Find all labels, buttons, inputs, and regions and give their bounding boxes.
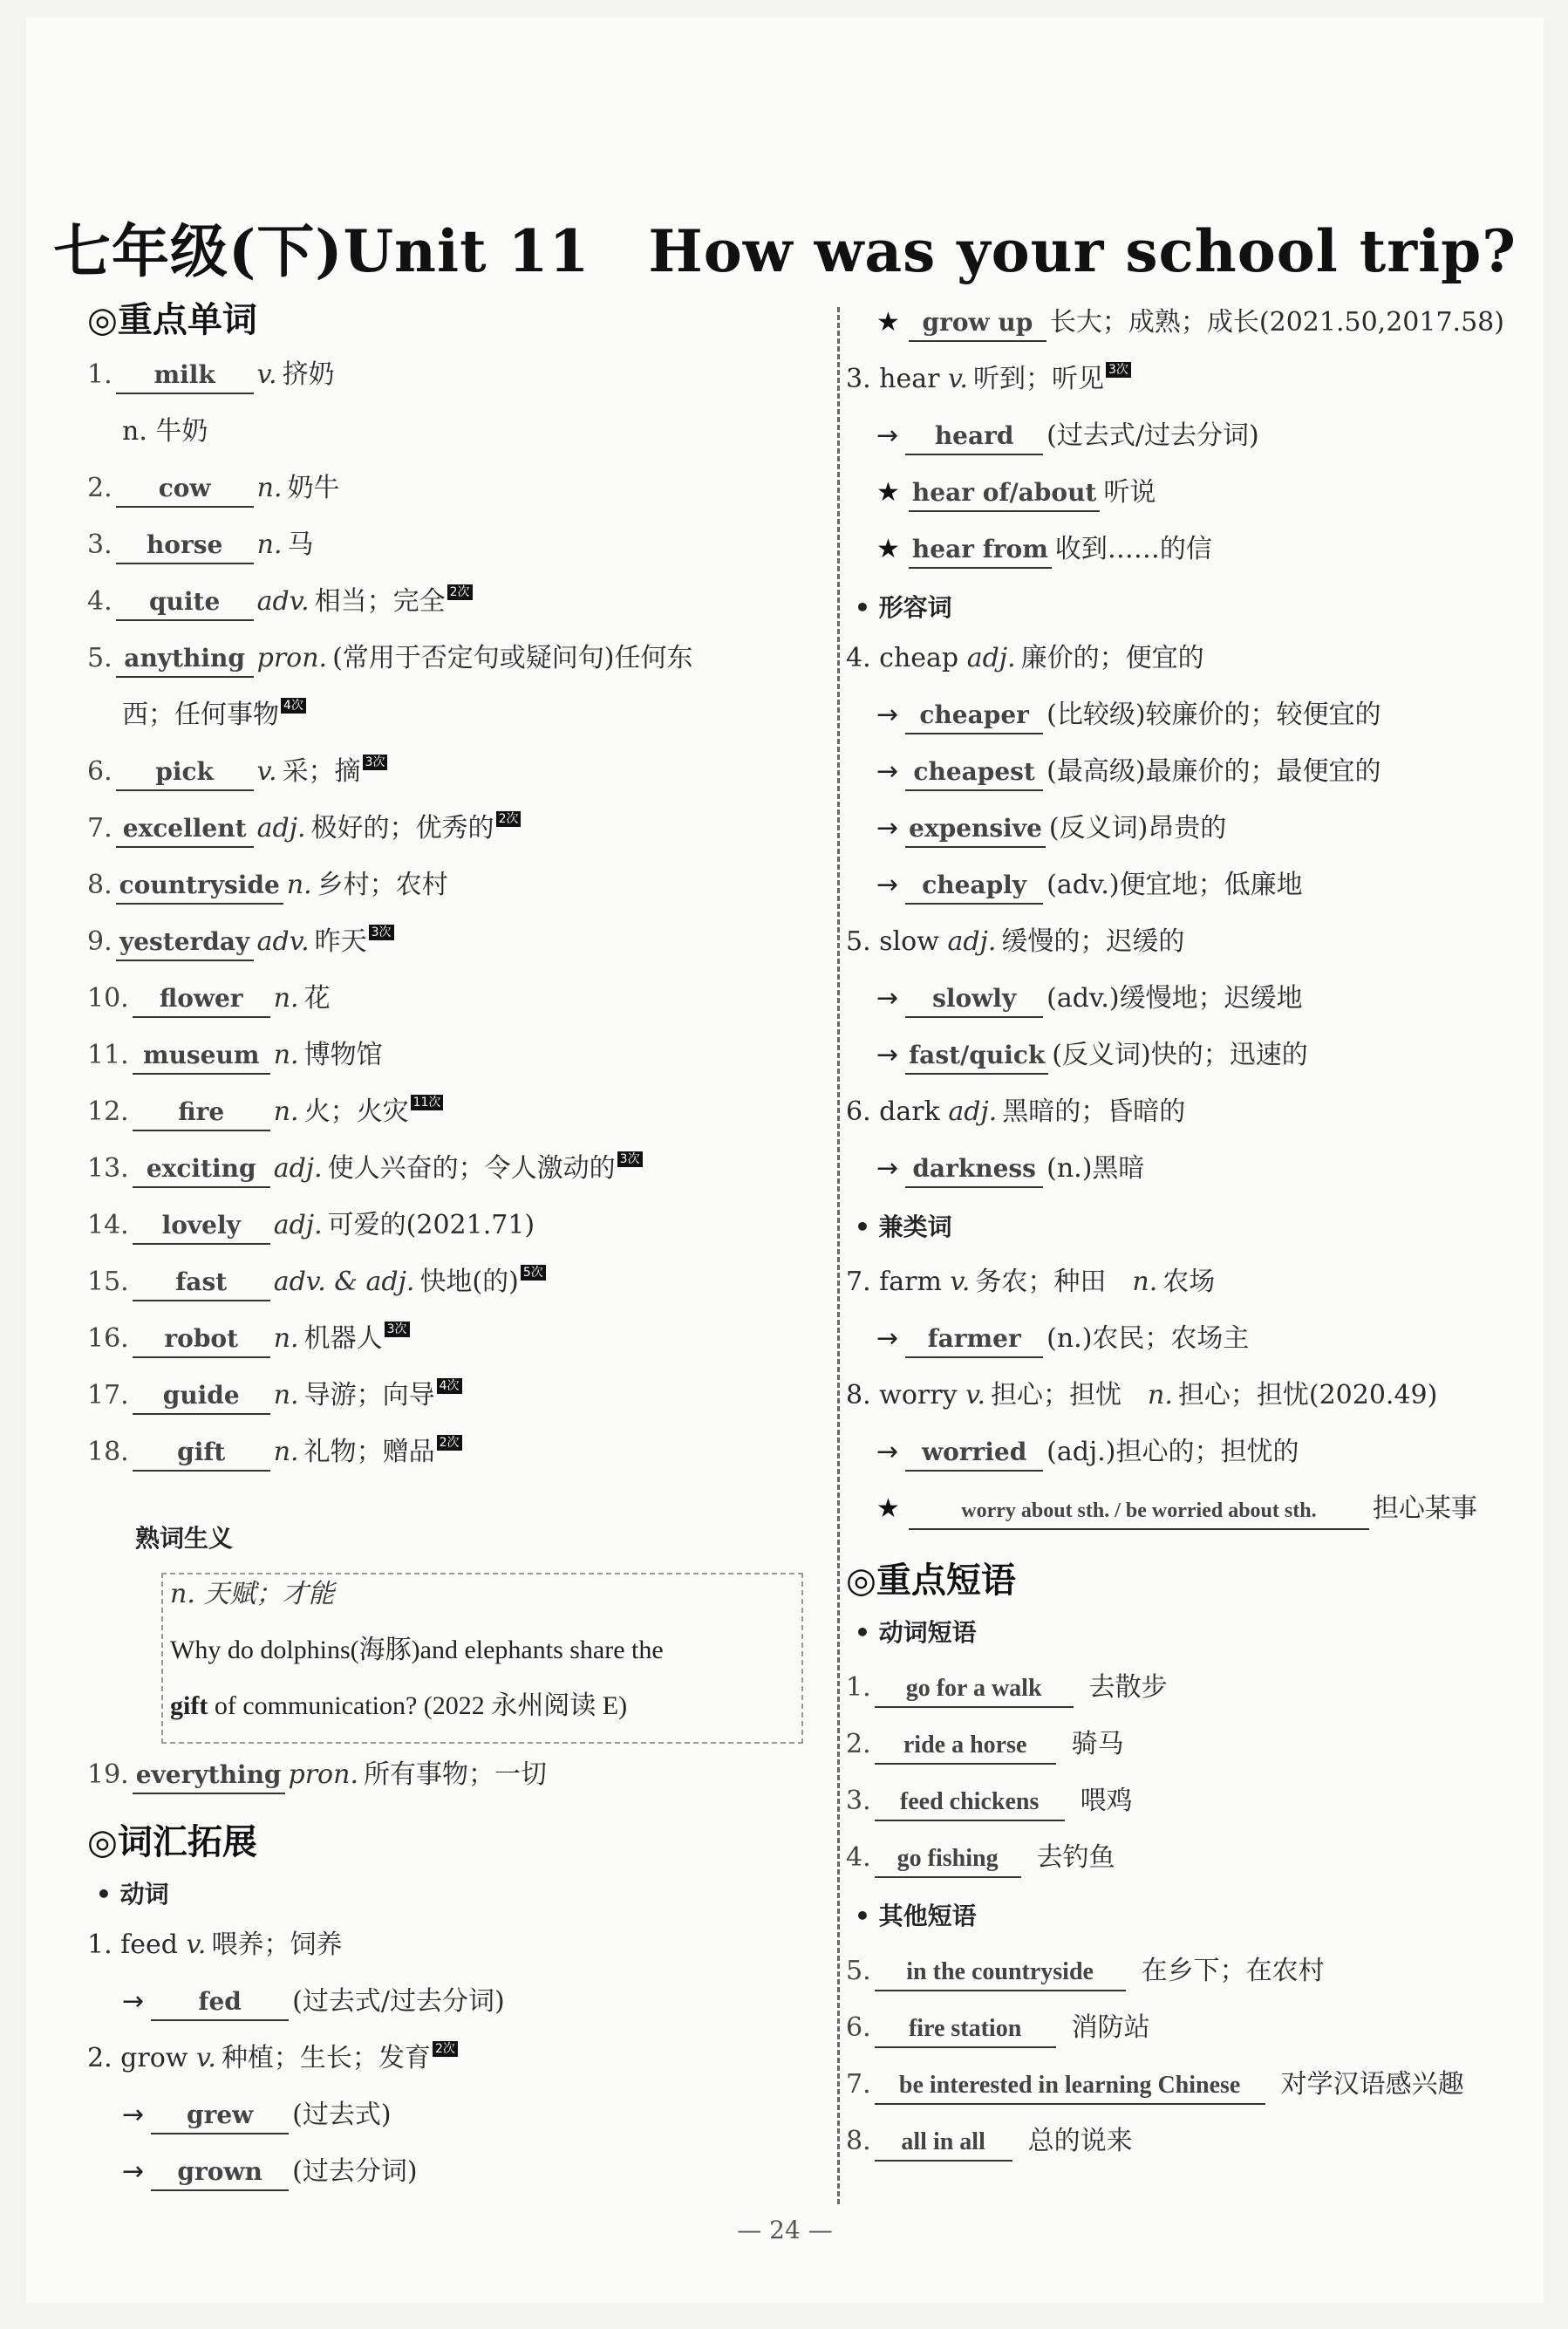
form-note: (反义词)昂贵的 bbox=[1048, 813, 1227, 843]
arrow-icon: → bbox=[122, 2100, 145, 2130]
phrase-row bbox=[846, 2067, 1464, 2105]
answer-blank: yesterday bbox=[116, 925, 254, 961]
shu-ci-meaning: n. 天赋；才能 bbox=[170, 1579, 335, 1609]
dark-pos: adj. bbox=[948, 1096, 998, 1127]
frequency-badge: 5次 bbox=[521, 1265, 546, 1281]
feed-pos: v. bbox=[186, 1929, 207, 1960]
answer-blank: heard bbox=[905, 419, 1043, 455]
worry-about-entry bbox=[876, 1492, 1477, 1530]
item-number: 4. bbox=[846, 1842, 871, 1873]
part-of-speech: adv. bbox=[256, 926, 310, 957]
meaning: 对学汉语感兴趣 bbox=[1280, 2069, 1464, 2100]
dark-head: 6. dark bbox=[846, 1096, 940, 1127]
item-number: 2. bbox=[846, 1729, 871, 1759]
worry-pos: v. bbox=[965, 1380, 986, 1410]
anything-meaning-continued bbox=[122, 698, 306, 733]
key-word-row bbox=[87, 981, 331, 1018]
answer-blank: hear from bbox=[909, 532, 1052, 569]
form-note: (比较级)较廉价的；较便宜的 bbox=[1046, 700, 1381, 730]
shu-ci-line-3 bbox=[170, 1689, 627, 1724]
meaning: 去钓鱼 bbox=[1036, 1842, 1115, 1873]
form-note: (n.)黑暗 bbox=[1046, 1153, 1145, 1184]
part-of-speech: adv. bbox=[256, 586, 310, 617]
item-19 bbox=[87, 1758, 547, 1794]
frequency-badge: 3次 bbox=[369, 925, 394, 940]
worried-entry bbox=[876, 1435, 1299, 1472]
anything-cont-text: 西；任何事物 bbox=[122, 700, 279, 730]
frequency-badge: 3次 bbox=[617, 1151, 643, 1167]
shu-ci-line-1 bbox=[170, 1577, 339, 1612]
item-number: 4. bbox=[87, 586, 112, 617]
answer-blank: hear of/about bbox=[909, 475, 1100, 512]
grow-head: 2. grow bbox=[87, 2043, 188, 2073]
part-of-speech: adj. bbox=[273, 1153, 323, 1184]
shu-ci-line-2: Why do dolphins(海豚)and elephants share the bbox=[170, 1636, 664, 1664]
answer-blank: grew bbox=[151, 2098, 289, 2134]
section-key-phrases-heading: ◎重点短语 bbox=[846, 1561, 1016, 1601]
item-number: 2. bbox=[87, 473, 112, 503]
dark-meaning: 黑暗的；昏暗的 bbox=[1002, 1096, 1186, 1127]
arrow-icon: → bbox=[876, 756, 899, 787]
meaning: 采；摘 bbox=[282, 756, 361, 787]
form-note: (反义词)快的；迅速的 bbox=[1052, 1040, 1308, 1070]
form-note: (过去式) bbox=[292, 2100, 392, 2130]
hear-from-entry bbox=[876, 532, 1212, 569]
answer-blank: pick bbox=[116, 755, 254, 791]
answer-blank: robot bbox=[133, 1322, 270, 1358]
item-number: 5. bbox=[87, 643, 112, 673]
column-divider bbox=[837, 307, 840, 2204]
meaning: 担心某事 bbox=[1372, 1493, 1477, 1524]
part-of-speech: pron. bbox=[256, 643, 328, 673]
arrow-icon: → bbox=[876, 1040, 899, 1070]
meaning: 快地(的) bbox=[419, 1267, 519, 1297]
meaning: 乡村；农村 bbox=[317, 870, 448, 900]
multi-class-label: • 兼类词 bbox=[855, 1212, 952, 1241]
item-number: 15. bbox=[87, 1267, 129, 1297]
star-icon: ★ bbox=[876, 534, 900, 564]
phrase-row bbox=[846, 2011, 1150, 2048]
part-of-speech: n. bbox=[273, 1323, 299, 1354]
arrow-icon: → bbox=[876, 870, 899, 900]
item-number: 12. bbox=[87, 1096, 129, 1127]
worry-pos-2: n. bbox=[1148, 1380, 1173, 1410]
worry-entry bbox=[846, 1378, 1437, 1413]
item-number: 1. bbox=[87, 359, 112, 390]
arrow-icon: → bbox=[122, 1986, 145, 2017]
answer-blank: expensive bbox=[905, 811, 1046, 848]
key-word-row bbox=[87, 1038, 383, 1075]
answer-blank: everything bbox=[133, 1758, 285, 1794]
answer-blank: grow up bbox=[909, 305, 1046, 342]
meaning: 火；火灾 bbox=[303, 1096, 409, 1127]
frequency-badge: 2次 bbox=[437, 1435, 462, 1451]
form-note: (最高级)最廉价的；最便宜的 bbox=[1046, 756, 1381, 787]
grow-meaning: 种植；生长；发育 bbox=[221, 2043, 431, 2073]
phrase-row bbox=[846, 2124, 1133, 2162]
meaning: 喂鸡 bbox=[1080, 1786, 1133, 1816]
meaning: 在乡下；在农村 bbox=[1141, 1956, 1325, 1986]
phrase-row bbox=[846, 1670, 1168, 1708]
item-number: 17. bbox=[87, 1380, 129, 1410]
dark-entry bbox=[846, 1095, 1185, 1130]
answer-blank: quite bbox=[116, 584, 254, 621]
meaning: 极好的；优秀的 bbox=[310, 813, 494, 843]
answer-blank: ride a horse bbox=[875, 1728, 1056, 1765]
frequency-badge: 4次 bbox=[281, 698, 306, 714]
farm-pos-2: n. bbox=[1132, 1267, 1158, 1297]
answer-blank: fire bbox=[133, 1095, 270, 1131]
arrow-icon: → bbox=[876, 1437, 899, 1467]
frequency-badge: 3次 bbox=[385, 1322, 410, 1337]
milk-noun-meaning: n. 牛奶 bbox=[122, 416, 208, 447]
meaning: 马 bbox=[287, 529, 314, 560]
answer-blank: darkness bbox=[905, 1151, 1043, 1188]
answer-blank: countryside bbox=[116, 868, 283, 905]
answer-blank: cow bbox=[116, 471, 254, 508]
frequency-badge: 11次 bbox=[411, 1095, 444, 1110]
answer-blank: worried bbox=[905, 1435, 1043, 1472]
key-word-row bbox=[87, 1095, 443, 1131]
phrase-row bbox=[846, 1954, 1325, 1991]
part-of-speech: adj. bbox=[256, 813, 306, 843]
hear-entry bbox=[846, 362, 1131, 397]
item-number: 6. bbox=[846, 2012, 871, 2043]
answer-blank: cheaply bbox=[905, 868, 1043, 905]
star-icon: ★ bbox=[876, 477, 900, 508]
workbook-page bbox=[26, 17, 1544, 2303]
key-word-row bbox=[87, 528, 313, 564]
part-of-speech: n. bbox=[286, 870, 312, 900]
slow-meaning: 缓慢的；迟缓的 bbox=[1001, 926, 1185, 957]
form-note: (n.)农民；农场主 bbox=[1046, 1323, 1250, 1354]
meaning: 长大；成熟；成长(2021.50,2017.58) bbox=[1049, 307, 1504, 338]
item-number: 13. bbox=[87, 1153, 129, 1184]
hear-meaning: 听到；听见 bbox=[972, 364, 1104, 394]
meaning: 昨天 bbox=[314, 926, 367, 957]
shu-ci-sheng-yi-label: 熟词生义 bbox=[135, 1524, 234, 1553]
form-note: (过去分词) bbox=[292, 2156, 418, 2187]
item-number: 14. bbox=[87, 1210, 129, 1240]
other-phrases-label: • 其他短语 bbox=[855, 1902, 977, 1930]
form-note: (过去式/过去分词) bbox=[1046, 420, 1259, 451]
frequency-badge: 3次 bbox=[363, 755, 388, 770]
hear-head: 3. hear bbox=[846, 364, 940, 394]
key-word-row bbox=[87, 584, 473, 621]
frequency-badge: 2次 bbox=[447, 584, 473, 600]
feed-form bbox=[122, 1984, 505, 2021]
key-word-row bbox=[87, 1378, 462, 1415]
verbs-label: • 动词 bbox=[96, 1880, 169, 1909]
worry-meaning: 担心；担忧 bbox=[991, 1380, 1122, 1410]
farm-entry bbox=[846, 1265, 1215, 1300]
item-number: 16. bbox=[87, 1323, 129, 1354]
frequency-badge: 4次 bbox=[437, 1378, 462, 1394]
cheap-entry bbox=[846, 641, 1204, 676]
part-of-speech: v. bbox=[256, 756, 277, 787]
answer-blank: milk bbox=[116, 358, 254, 394]
part-of-speech: n. bbox=[273, 983, 299, 1014]
meaning: 所有事物；一切 bbox=[363, 1759, 547, 1790]
item-number: 19. bbox=[87, 1759, 129, 1790]
adjectives-label: • 形容词 bbox=[855, 593, 952, 622]
key-word-row bbox=[87, 471, 339, 508]
fast-quick-entry bbox=[876, 1038, 1308, 1075]
part-of-speech: n. bbox=[273, 1380, 299, 1410]
item-number: 5. bbox=[846, 1956, 871, 1986]
item-number: 1. bbox=[846, 1672, 871, 1703]
form-note: (adv.)缓慢地；迟缓地 bbox=[1046, 983, 1303, 1014]
arrow-icon: → bbox=[122, 2156, 145, 2187]
cheapest-entry bbox=[876, 755, 1381, 791]
meaning: 挤奶 bbox=[282, 359, 335, 390]
meaning: 花 bbox=[303, 983, 331, 1014]
item-number: 3. bbox=[87, 529, 112, 560]
answer-blank: anything bbox=[116, 641, 254, 678]
meaning: 可爱的(2021.71) bbox=[327, 1210, 535, 1240]
key-word-row bbox=[87, 1151, 643, 1188]
answer-blank: worry about sth. / be worried about sth. bbox=[909, 1493, 1369, 1530]
answer-blank: fed bbox=[151, 1984, 289, 2021]
item-number: 7. bbox=[87, 813, 112, 843]
part-of-speech: v. bbox=[256, 359, 277, 390]
expensive-entry bbox=[876, 811, 1226, 848]
key-word-row bbox=[87, 811, 521, 848]
key-word-row bbox=[87, 1265, 546, 1301]
answer-blank: slowly bbox=[905, 981, 1043, 1018]
grow-up-entry bbox=[876, 305, 1504, 342]
answer-blank: fast bbox=[133, 1265, 270, 1301]
arrow-icon: → bbox=[876, 420, 899, 451]
answer-blank: guide bbox=[133, 1378, 270, 1415]
frequency-badge: 2次 bbox=[433, 2041, 458, 2057]
feed-entry bbox=[87, 1928, 342, 1963]
farmer-entry bbox=[876, 1322, 1249, 1358]
answer-blank: horse bbox=[116, 528, 254, 564]
darkness-entry bbox=[876, 1151, 1144, 1188]
section-vocab-ext-heading: ◎词汇拓展 bbox=[87, 1822, 257, 1862]
grow-form-1 bbox=[122, 2098, 392, 2134]
slow-head: 5. slow bbox=[846, 926, 939, 957]
item-number: 10. bbox=[87, 983, 129, 1014]
page-number: — 24 — bbox=[737, 2216, 833, 2244]
part-of-speech: n. bbox=[256, 529, 283, 560]
answer-blank: fast/quick bbox=[905, 1038, 1048, 1075]
arrow-icon: → bbox=[876, 1153, 899, 1184]
hear-form bbox=[876, 419, 1259, 455]
hear-pos: v. bbox=[948, 364, 968, 394]
form-note: (adj.)担心的；担忧的 bbox=[1046, 1437, 1299, 1467]
slow-entry bbox=[846, 925, 1184, 960]
meaning: 博物馆 bbox=[303, 1040, 383, 1070]
worry-meaning-2: 担心；担忧(2020.49) bbox=[1177, 1380, 1438, 1410]
frequency-badge: 2次 bbox=[496, 811, 522, 827]
answer-blank: fire station bbox=[875, 2011, 1056, 2048]
meaning: 奶牛 bbox=[287, 473, 340, 503]
answer-blank: go for a walk bbox=[875, 1671, 1074, 1708]
key-word-row bbox=[87, 868, 448, 905]
meaning: 机器人 bbox=[303, 1323, 383, 1354]
star-icon: ★ bbox=[876, 307, 900, 338]
star-icon: ★ bbox=[876, 1493, 900, 1524]
item-number: 8. bbox=[87, 870, 112, 900]
key-word-row bbox=[87, 1435, 462, 1472]
arrow-icon: → bbox=[876, 813, 899, 843]
shu-ci-line-3-text: of communication? (2022 永州阅读 E) bbox=[208, 1691, 628, 1720]
cheap-pos: adj. bbox=[966, 643, 1016, 673]
item-number: 9. bbox=[87, 926, 112, 957]
slowly-entry bbox=[876, 981, 1303, 1018]
phrase-row bbox=[846, 1784, 1133, 1821]
answer-blank: flower bbox=[133, 981, 270, 1018]
item-number: 18. bbox=[87, 1437, 129, 1467]
section-key-words-heading: ◎重点单词 bbox=[87, 300, 257, 340]
answer-blank: feed chickens bbox=[875, 1785, 1065, 1821]
worry-head: 8. worry bbox=[846, 1380, 958, 1410]
part-of-speech: adj. bbox=[273, 1210, 323, 1240]
farm-meaning-2: 农场 bbox=[1162, 1267, 1216, 1297]
answer-blank: grown bbox=[151, 2155, 289, 2191]
answer-blank: exciting bbox=[133, 1151, 270, 1188]
arrow-icon: → bbox=[876, 700, 899, 730]
meaning: 总的说来 bbox=[1027, 2126, 1133, 2156]
grow-entry bbox=[87, 2041, 458, 2076]
item-number: 6. bbox=[87, 756, 112, 787]
answer-blank: lovely bbox=[133, 1208, 270, 1245]
key-word-row bbox=[87, 755, 387, 791]
form-note: (adv.)便宜地；低廉地 bbox=[1046, 870, 1303, 900]
phrase-row bbox=[846, 1727, 1124, 1765]
answer-blank: farmer bbox=[905, 1322, 1043, 1358]
cheap-head: 4. cheap bbox=[846, 643, 959, 673]
answer-blank: cheaper bbox=[905, 698, 1043, 734]
arrow-icon: → bbox=[876, 983, 899, 1014]
meaning: 礼物；赠品 bbox=[303, 1437, 435, 1467]
part-of-speech: adv. & adj. bbox=[273, 1267, 415, 1297]
key-word-row bbox=[87, 1322, 410, 1358]
cheaper-entry bbox=[876, 698, 1381, 734]
farm-pos: v. bbox=[950, 1267, 971, 1297]
key-word-row bbox=[87, 925, 394, 961]
farm-head: 7. farm bbox=[846, 1267, 942, 1297]
answer-blank: museum bbox=[133, 1038, 270, 1075]
shu-ci-bold-word: gift bbox=[170, 1691, 208, 1720]
meaning: 使人兴奋的；令人激动的 bbox=[327, 1153, 616, 1184]
part-of-speech: n. bbox=[273, 1040, 299, 1070]
item-number: 8. bbox=[846, 2126, 871, 2156]
part-of-speech: n. bbox=[256, 473, 283, 503]
verb-phrases-label: • 动词短语 bbox=[855, 1618, 977, 1647]
item-number: 11. bbox=[87, 1040, 129, 1070]
arrow-icon: → bbox=[876, 1323, 899, 1354]
answer-blank: all in all bbox=[875, 2125, 1012, 2162]
answer-blank: excellent bbox=[116, 811, 254, 848]
feed-head: 1. feed bbox=[87, 1929, 178, 1960]
part-of-speech: pron. bbox=[288, 1759, 358, 1790]
meaning: (常用于否定句或疑问句)任何东 bbox=[332, 643, 693, 673]
answer-blank: be interested in learning Chinese bbox=[875, 2068, 1265, 2105]
grow-pos: v. bbox=[196, 2043, 216, 2073]
meaning: 去散步 bbox=[1088, 1672, 1168, 1703]
feed-meaning: 喂养；饲养 bbox=[211, 1929, 343, 1960]
grow-form-2 bbox=[122, 2155, 418, 2191]
hear-of-entry bbox=[876, 475, 1156, 512]
slow-pos: adj. bbox=[947, 926, 997, 957]
item-number: 7. bbox=[846, 2069, 871, 2100]
answer-blank: in the countryside bbox=[875, 1955, 1126, 1991]
phrase-row bbox=[846, 1841, 1115, 1878]
cheaply-entry bbox=[876, 868, 1303, 905]
key-word-row bbox=[87, 1208, 535, 1245]
meaning: 消防站 bbox=[1071, 2012, 1150, 2043]
answer-blank: go fishing bbox=[875, 1841, 1021, 1878]
key-word-row bbox=[87, 358, 335, 394]
page-title: 七年级(下)Unit 11 How was your school trip? bbox=[53, 217, 1517, 285]
part-of-speech: n. bbox=[273, 1096, 299, 1127]
key-word-row bbox=[87, 641, 693, 678]
meaning: 导游；向导 bbox=[303, 1380, 435, 1410]
meaning: 骑马 bbox=[1071, 1729, 1124, 1759]
item-number: 3. bbox=[846, 1786, 871, 1816]
meaning: 听说 bbox=[1103, 477, 1156, 508]
cheap-meaning: 廉价的；便宜的 bbox=[1020, 643, 1204, 673]
meaning: 相当；完全 bbox=[314, 586, 446, 617]
farm-meaning: 务农；种田 bbox=[975, 1267, 1107, 1297]
answer-blank: cheapest bbox=[905, 755, 1043, 791]
frequency-badge: 3次 bbox=[1106, 362, 1131, 378]
part-of-speech: n. bbox=[273, 1437, 299, 1467]
answer-blank: gift bbox=[133, 1435, 270, 1472]
form-note: (过去式/过去分词) bbox=[292, 1986, 505, 2017]
meaning: 收到……的信 bbox=[1054, 534, 1212, 564]
